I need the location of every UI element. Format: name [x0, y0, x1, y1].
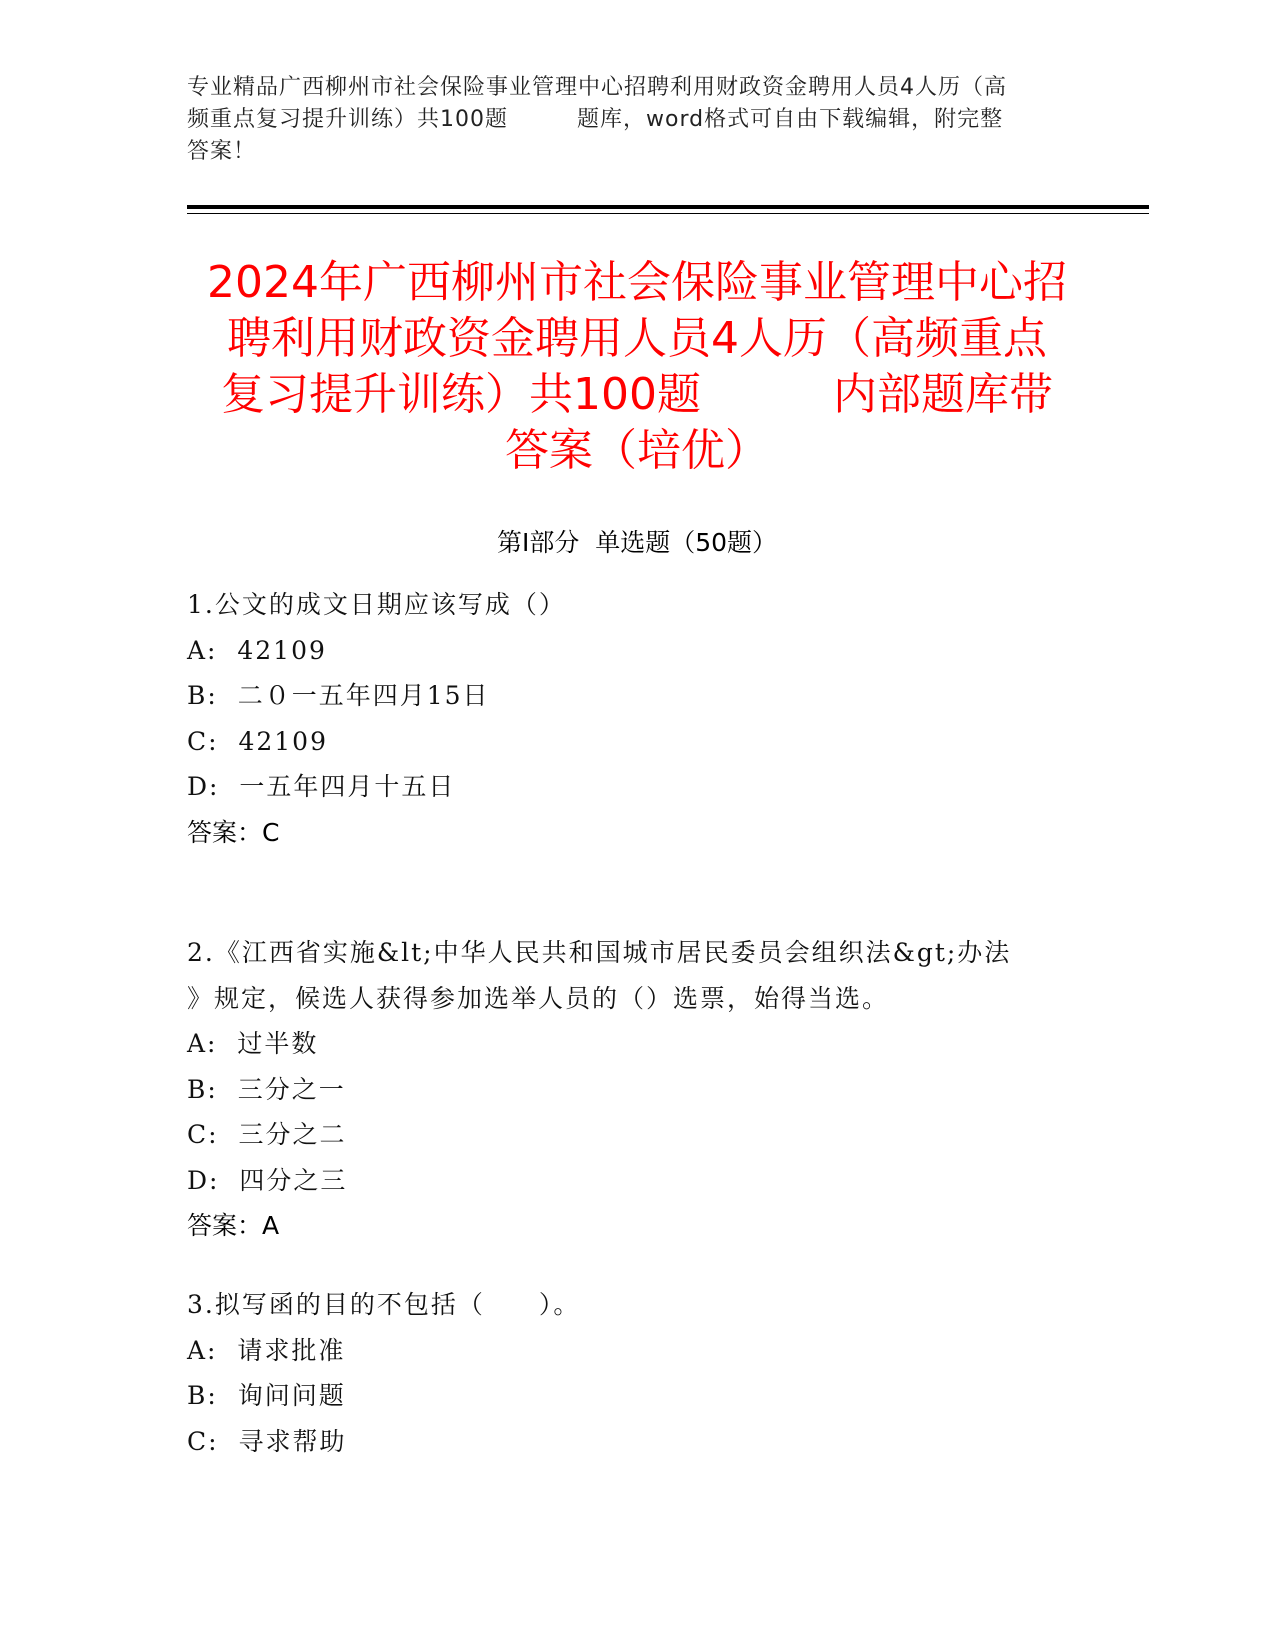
- question-stem: 1.公文的成文日期应该写成（）: [187, 590, 566, 619]
- option-b: B: 询问问题: [187, 1381, 346, 1410]
- header-note-line: 频重点复习提升训练）共100题 题库，word格式可自由下载编辑，附完整: [187, 107, 1004, 132]
- section-heading: 第Ⅰ部分 单选题（50题）: [496, 528, 778, 557]
- title-line: 复习提升训练）共100题 内部题库带: [221, 369, 1053, 420]
- option-c: C: 42109: [187, 726, 328, 756]
- option-a: A: 42109: [187, 635, 327, 665]
- document-title: [187, 255, 1087, 479]
- header-divider-thin: [187, 213, 1149, 214]
- header-note: [187, 72, 1087, 168]
- header-note-line: 专业精品广西柳州市社会保险事业管理中心招聘利用财政资金聘用人员4人历（高: [187, 75, 1007, 100]
- answer-label: 答案：C: [187, 817, 280, 847]
- header-divider-thick: [187, 205, 1149, 209]
- header-note-line: 答案！: [187, 139, 257, 164]
- option-c: C: 三分之二: [187, 1120, 347, 1149]
- question-1: [187, 582, 1087, 855]
- answer-label: 答案：A: [187, 1211, 280, 1240]
- option-c: C: 寻求帮助: [187, 1426, 347, 1456]
- title-line: 聘利用财政资金聘用人员4人历（高频重点: [227, 313, 1047, 364]
- question-stem: 2.《江西省实施&lt;中华人民共和国城市居民委员会组织法&gt;办法: [187, 938, 1012, 967]
- question-stem: 》规定，候选人获得参加选举人员的（）选票，始得当选。: [187, 983, 890, 1013]
- question-stem: 3.拟写函的目的不包括（ ）。: [187, 1290, 581, 1319]
- question-2: [187, 930, 1087, 1249]
- question-3: [187, 1282, 1087, 1464]
- title-line: 答案（培优）: [505, 425, 769, 476]
- option-b: B: 二０一五年四月15日: [187, 681, 490, 710]
- title-line: 2024年广西柳州市社会保险事业管理中心招: [207, 257, 1067, 308]
- option-b: B: 三分之一: [187, 1074, 346, 1104]
- option-d: D: 一五年四月十五日: [187, 772, 456, 801]
- option-a: A: 请求批准: [187, 1335, 346, 1365]
- option-a: A: 过半数: [187, 1029, 319, 1058]
- option-d: D: 四分之三: [187, 1165, 348, 1195]
